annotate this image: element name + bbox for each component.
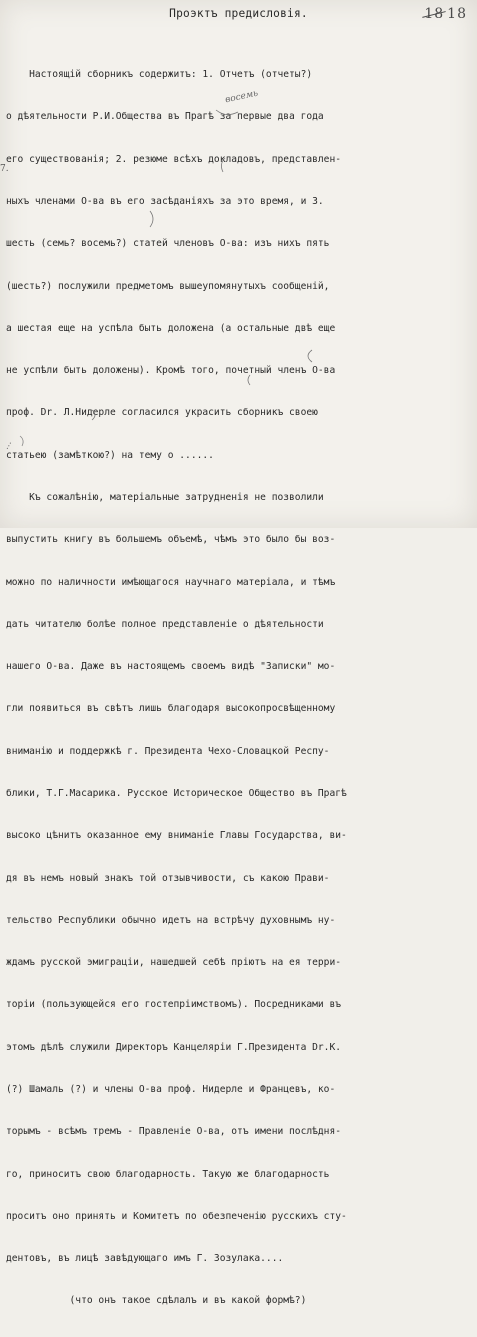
text-line: ждамъ русской эмиграціи, нашедшей себѣ пріютъ на ея терри- — [6, 957, 342, 969]
handwritten-margin-note: … — [0, 438, 15, 452]
text-line: Настоящій сборникъ содержитъ: 1. Отчетъ (отчеты?) — [6, 69, 313, 81]
text-line: а шестая еще на успѣла быть доложена (а остальные двѣ еще — [6, 322, 336, 334]
margin-mark: 7. — [0, 164, 9, 174]
text-line: го, приноситъ свою благодарность. Такую же благодарность — [6, 1168, 330, 1180]
text-line: дентовъ, въ лицѣ завѣдующаго имъ Г. Зозулака.... — [6, 1253, 284, 1265]
text-line: (шесть?) послужили предметомъ вышеупомянутыхъ сообщеній, — [6, 280, 330, 292]
text-line: высоко цѣнитъ оказанное ему вниманіе Главы Государства, ви- — [6, 830, 347, 842]
page-number-new: 18 — [447, 6, 467, 22]
page-number-old: 18 — [424, 6, 445, 22]
text-line: вниманію и поддержкѣ г. Президента Чехо-Словацкой Респу- — [6, 745, 330, 757]
document-title: Проэктъ предисловія. — [169, 7, 308, 20]
text-line: проф. Dr. Л.Нидерле согласился украсить сборникъ своею — [6, 407, 318, 419]
text-line: не успѣли быть доложены). Кромѣ того, почетный членъ О-ва — [6, 365, 336, 377]
text-line: торымъ - всѣмъ тремъ - Правленіе О-ва, отъ имени послѣдня- — [6, 1126, 342, 1138]
text-line: (?) Шамаль (?) и члены О-ва проф. Нидерле и Францевъ, ко- — [6, 1083, 336, 1095]
text-line: блики, Т.Г.Масарика. Русское Историческое Общество въ Прагѣ — [6, 787, 347, 799]
text-line: дя въ немъ новый знакъ той отзывчивости, съ какою Прави- — [6, 872, 330, 884]
text-line: (что онъ такое сдѣлалъ и въ какой формѣ?) — [6, 1295, 307, 1307]
text-line: дать читателю болѣе полное представленіе о дѣятельности — [6, 618, 324, 630]
handwritten-note: восемь — [224, 88, 260, 106]
text-line: тельство Республики обычно идетъ на встрѣчу духовнымъ ну- — [6, 914, 336, 926]
text-line: Къ сожалѣнію, матеріальные затрудненія не позволили — [6, 492, 324, 503]
text-line: этомъ дѣлѣ служили Директоръ Канцеляріи Г.Президента Dr.К. — [6, 1041, 342, 1053]
text-line: его существованія; 2. резюме всѣхъ докладовъ, представлен- — [6, 153, 342, 165]
text-line: шесть (семь? восемь?) статей членовъ О-ва: изъ нихъ пять — [6, 238, 330, 250]
text-line: гли появиться въ свѣтъ лишь благодаря высокопросвѣщенному — [6, 703, 336, 715]
text-line: статьею (замѣткою?) на тему о ...... — [6, 449, 214, 461]
text-line: проситъ оно принять и Комитетъ по обезпеченію русскихъ сту- — [6, 1210, 347, 1222]
text-line: выпустить книгу въ большемъ объемѣ, чѣмъ это было бы воз- — [6, 534, 336, 546]
text-line: о дѣятельности Р.И.Общества въ Прагѣ за первые два года — [6, 111, 324, 123]
text-line: ныхъ членами О-ва въ его засѣданіяхъ за это время, и 3. — [6, 196, 324, 208]
document-body — [6, 40, 476, 1337]
text-line: нашего О-ва. Даже въ настоящемъ своемъ видѣ "Записки" мо- — [6, 661, 336, 673]
text-line: торіи (пользующейся его гостепріимствомъ). Посредниками въ — [6, 999, 342, 1011]
text-line: можно по наличности имѣющагося научнаго матеріала, и тѣмъ — [6, 576, 336, 588]
